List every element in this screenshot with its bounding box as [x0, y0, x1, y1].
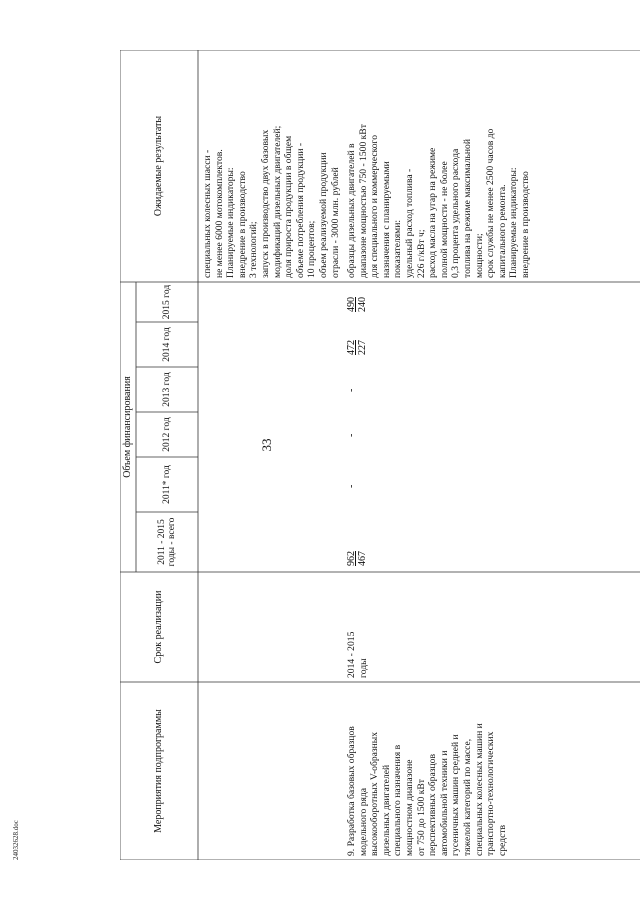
continuation-results [202, 126, 341, 278]
header-2011 [137, 459, 197, 510]
list-item: 2014 - 2015 [346, 631, 357, 678]
list-item: объеме потребления продукции - [294, 142, 306, 278]
list-item: показателями: [392, 219, 404, 278]
list-item: топлива на режиме максимальной [461, 139, 473, 278]
header-period [120, 576, 198, 678]
list-item: расход масла на угар на режиме [427, 147, 439, 278]
list-item: мощностном диапазоне [403, 759, 415, 856]
list-item: специальных колесных машин и [473, 723, 485, 856]
header-2011-text: 2011* год [161, 465, 172, 504]
list-item: доля прироста продукции в общем [283, 135, 295, 278]
list-item: 467 [357, 551, 368, 566]
list-item: тяжелой категорий по массе, [461, 738, 473, 856]
row9-results [346, 124, 532, 278]
list-item: срок службы не менее 2500 часов до [485, 128, 497, 278]
list-item: капитального ремонта. [496, 184, 508, 278]
list-item: диапазоне мощностью 750 - 1500 кВт [357, 124, 369, 278]
header-2014 [137, 324, 197, 365]
header-2012 [137, 414, 197, 455]
list-item: образцы дизельных двигателей в [346, 143, 357, 278]
list-item: внедрение в производство [519, 171, 531, 278]
list-item: 227 [357, 340, 368, 355]
list-item: 3 технологий; [248, 221, 260, 278]
list-item: внедрение в производство [236, 171, 248, 278]
row9-2011: - [346, 484, 357, 488]
header-2015-text: 2015 год [161, 284, 172, 320]
row9-2014 [346, 340, 368, 355]
header-activities [120, 682, 198, 860]
header-funding-text: Объем финансирования [122, 376, 134, 478]
list-item: от 750 до 1500 кВт [415, 779, 427, 856]
list-item: мощности; [473, 233, 485, 278]
header-total [137, 514, 197, 570]
row9-2013: - [346, 388, 357, 392]
list-item: специального назначения в [392, 744, 404, 856]
header-activities-text: Мероприятия подпрограммы [153, 709, 165, 833]
row9-activity [346, 723, 508, 856]
header-results-text: Ожидаемые результаты [153, 115, 165, 217]
list-item: запуск в производство двух базовых [259, 129, 271, 278]
list-item: перспективных образцов [427, 754, 439, 856]
list-item: 0,3 процента удельного расхода [450, 148, 462, 278]
list-item: транспортно-технологических [485, 731, 497, 856]
rotated-table [120, 50, 640, 860]
header-2012-text: 2012 год [161, 417, 172, 452]
list-item: не менее 6000 мотокомплектов. [213, 149, 225, 278]
list-item: Планируемые индикаторы: [508, 167, 520, 278]
row9-period [346, 632, 369, 678]
list-item: 962 [346, 551, 357, 566]
list-item: Планируемые индикаторы: [225, 167, 237, 278]
list-item: 240 [357, 297, 368, 312]
list-item: гусеничных машин средней и [450, 734, 462, 856]
list-item: удельный расход топлива - [403, 168, 415, 278]
header-period-text: Срок реализации [153, 590, 165, 664]
list-item: специальных колесных шасси - [202, 149, 213, 278]
header-2014-text: 2014 год [161, 327, 172, 362]
header-funding [120, 282, 136, 572]
list-item: 490 [346, 297, 357, 312]
list-item: объем реализуемой продукции [317, 152, 329, 278]
header-2013 [137, 369, 197, 410]
document-id: 24032628.doc [12, 820, 20, 860]
header-results [120, 50, 198, 282]
row9-2015 [346, 297, 368, 312]
list-item: высокооборотных V-образных [369, 731, 381, 856]
row9-total [346, 551, 368, 566]
list-item: средств [496, 824, 508, 856]
list-item: назначения с планируемыми [380, 161, 392, 278]
list-item: дизельных двигателей [380, 764, 392, 856]
page-number: 33 [259, 438, 274, 452]
list-item: отрасли - 3000 млн. рублей [329, 167, 341, 278]
header-2015 [137, 284, 197, 320]
list-item: модификаций дизельных двигателей; [271, 125, 283, 278]
list-item: полной мощности - не более [438, 161, 450, 278]
header-2013-text: 2013 год [161, 372, 172, 407]
list-item: 226 г/кВт ч; [415, 229, 427, 278]
list-item: 9. Разработка базовых образцов [346, 726, 357, 856]
list-item: годы [357, 658, 369, 678]
header-total-text: 2011 - 2015 годы - всего [156, 517, 177, 567]
list-item: 472 [346, 340, 357, 355]
list-item: 10 процентов; [306, 220, 318, 278]
list-item: автомобильной техники и [438, 750, 450, 856]
list-item: модельного ряда [357, 787, 369, 856]
row9-2012: - [346, 433, 357, 437]
list-item: для специального и коммерческого [369, 134, 381, 278]
